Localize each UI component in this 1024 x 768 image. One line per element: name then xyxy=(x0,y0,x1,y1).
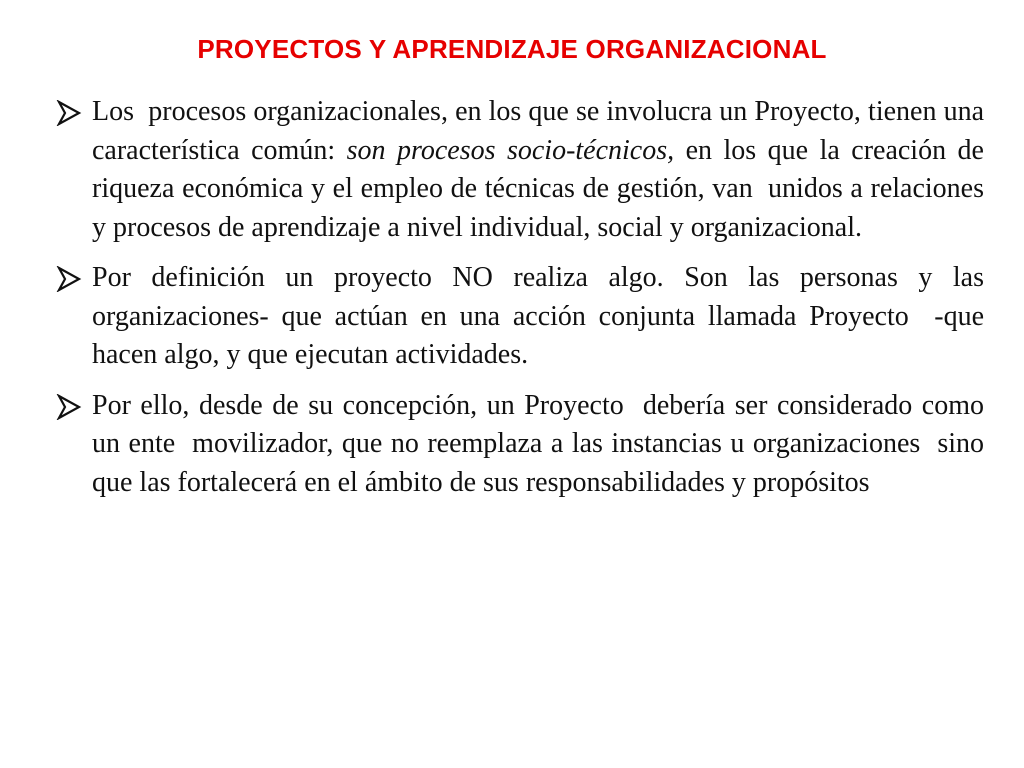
bullet-item-2 xyxy=(52,259,991,375)
bullet-text-1-end: en los que la creación de riqueza económica y el empleo de técnicas de gestión, van unidos a relaciones y procesos de aprendizaje a nivel individual, social y organizacional. xyxy=(92,134,991,243)
arrowhead-bullet-icon xyxy=(52,93,92,133)
bullet-text-1-start: Los procesos organizacionales, en los que se involucra un Proyecto, tienen una característica común: xyxy=(92,96,991,166)
bullet-text-1-emphasis: son procesos socio-técnicos, xyxy=(346,134,675,166)
bullet-item-1 xyxy=(52,93,991,247)
bullet-item-3 xyxy=(52,387,991,503)
bullet-text-2-start: Por definición un proyecto NO realiza algo. Son las personas y las organizaciones- que actúan en una acción conjunta llamada Proyecto -que hacen algo, y que ejecutan actividades. xyxy=(92,262,991,370)
bullet-text-3-start: Por ello, desde de su concepción, un Proyecto debería ser considerado como un ente movilizador, que no reemplaza a las instancias u organizaciones sino que las fortalecerá en el ámbito de sus responsabilidades y propósitos xyxy=(92,389,991,498)
bullet-list xyxy=(52,93,991,514)
arrowhead-bullet-icon xyxy=(52,259,92,299)
bullet-text-3 xyxy=(92,387,991,503)
slide-title: PROYECTOS Y APRENDIZAJE ORGANIZACIONAL xyxy=(197,34,827,64)
bullet-text-1 xyxy=(92,93,991,247)
bullet-text-2 xyxy=(92,259,991,375)
arrowhead-bullet-icon xyxy=(52,387,92,427)
